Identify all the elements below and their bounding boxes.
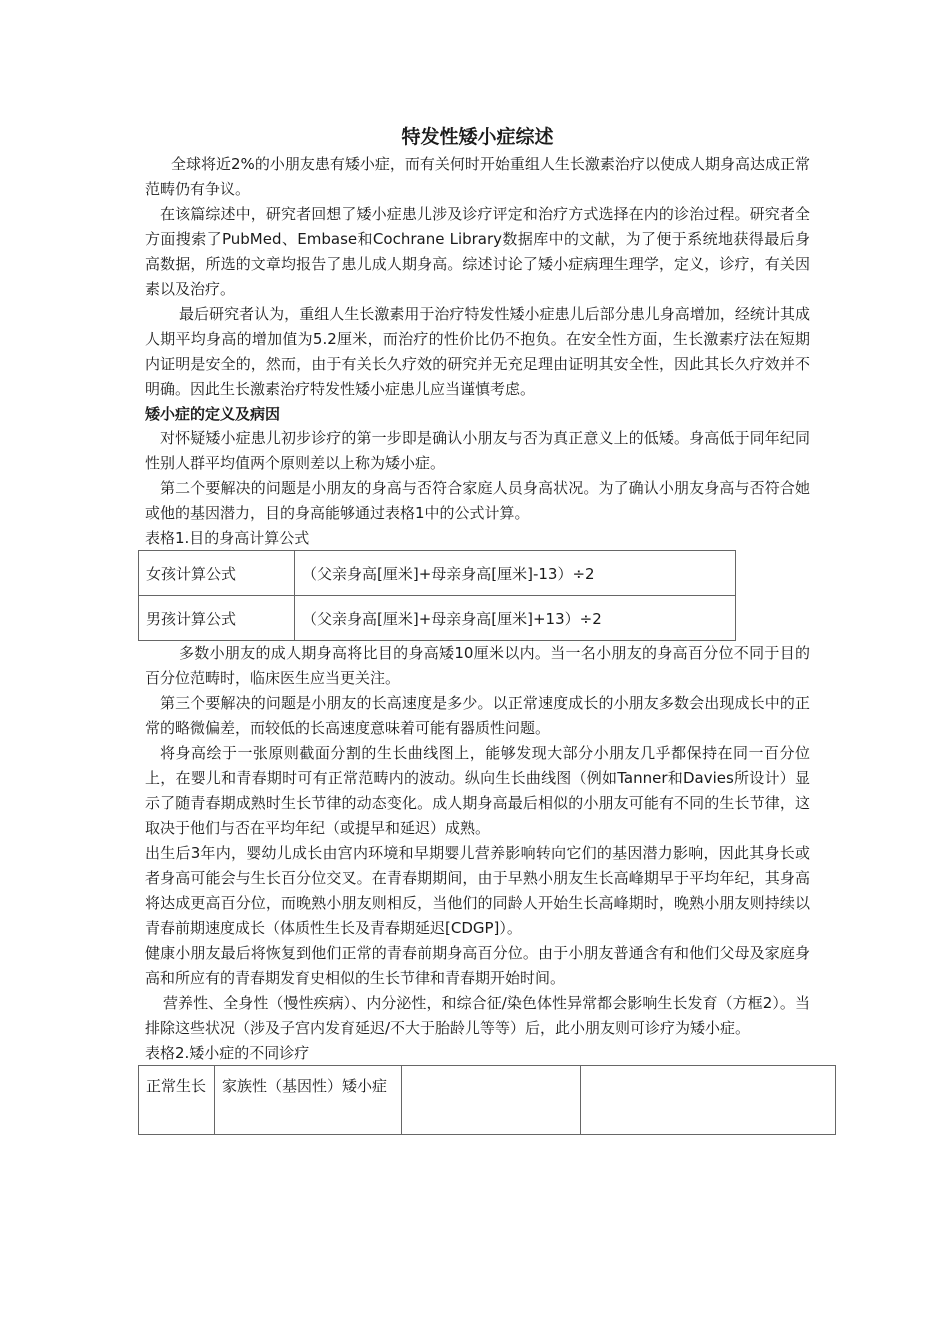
table2-caption: 表格2.矮小症的不同诊疗 xyxy=(145,1044,310,1062)
table-cell: 家族性（基因性）矮小症 xyxy=(215,1066,402,1135)
table-cell-formula: （父亲身高[厘米]+母亲身高[厘米]+13）÷2 xyxy=(295,596,736,641)
table-row xyxy=(139,1066,836,1135)
table-cell xyxy=(581,1066,836,1135)
intro-paragraph-1: 全球将近2%的小朋友患有矮小症，而有关何时开始重组人生长激素治疗以使成人期身高达成正常范畴仍有争议。 xyxy=(145,155,810,198)
table-row xyxy=(139,596,736,641)
definition-paragraph-1: 对怀疑矮小症患儿初步诊疗的第一步即是确认小朋友与否为真正意义上的低矮。身高低于同年纪同性别人群平均值两个原则差以上称为矮小症。 xyxy=(145,429,810,472)
body-paragraph-3: 将身高绘于一张原则截面分割的生长曲线图上，能够发现大部分小朋友几乎都保持在同一百分位上，在婴儿和青春期时可有正常范畴内的波动。纵向生长曲线图（例如Tanner和Davies所设计）显示了随青春期成熟时生长节律的动态变化。成人期身高最后相似的小朋友可能有不同的生长节律，这取决于他们与否在平均年纪（或提早和延迟）成熟。 xyxy=(145,744,810,837)
table-cell-formula: （父亲身高[厘米]+母亲身高[厘米]-13）÷2 xyxy=(295,551,736,596)
table-row xyxy=(139,551,736,596)
document-page xyxy=(145,124,810,1135)
body-paragraph-4: 出生后3年内，婴幼儿成长由宫内环境和早期婴儿营养影响转向它们的基因潜力影响，因此其身长或者身高可能会与生长百分位交叉。在青春期期间，由于早熟小朋友生长高峰期早于平均年纪，其身高将达成更高百分位，而晚熟小朋友则相反，当他们的同龄人开始生长高峰期时，晚熟小朋友则持续以青春前期速度成长（体质性生长及青春期延迟[CDGP]）。 xyxy=(145,844,810,937)
intro-paragraph-3: 最后研究者认为，重组人生长激素用于治疗特发性矮小症患儿后部分患儿身高增加，经统计其成人期平均身高的增加值为5.2厘米，而治疗的性价比仍不抱负。在安全性方面，生长激素疗法在短期内证明是安全的，然而，由于有关长久疗效的研究并无充足理由证明其安全性，因此其长久疗效并不明确。因此生长激素治疗特发性矮小症患儿应当谨慎考虑。 xyxy=(145,305,810,398)
target-height-table xyxy=(138,550,736,641)
section-heading: 矮小症的定义及病因 xyxy=(145,405,281,423)
differential-diagnosis-table xyxy=(138,1065,836,1135)
definition-paragraph-2: 第二个要解决的问题是小朋友的身高与否符合家庭人员身高状况。为了确认小朋友身高与否符合她或他的基因潜力，目的身高能够通过表格1中的公式计算。 xyxy=(145,479,810,522)
body-paragraph-1: 多数小朋友的成人期身高将比目的身高矮10厘米以内。当一名小朋友的身高百分位不同于目的百分位范畴时，临床医生应当更关注。 xyxy=(145,644,810,687)
body-paragraph-6: 营养性、全身性（慢性疾病）、内分泌性，和综合征/染色体性异常都会影响生长发育（方框2）。当排除这些状况（涉及子宫内发育延迟/不大于胎龄儿等等）后，此小朋友则可诊疗为矮小症。 xyxy=(145,994,810,1037)
table-cell xyxy=(402,1066,581,1135)
table1-caption: 表格1.目的身高计算公式 xyxy=(145,529,310,547)
intro-paragraph-2: 在该篇综述中，研究者回想了矮小症患儿涉及诊疗评定和治疗方式选择在内的诊治过程。研究者全方面搜索了PubMed、Embase和Cochrane Library数据库中的文献，为了便于系统地获得最后身高数据，所选的文章均报告了患儿成人期身高。综述讨论了矮小症病理生理学，定义，诊疗，有关因素以及治疗。 xyxy=(145,205,810,298)
body-paragraph-2: 第三个要解决的问题是小朋友的长高速度是多少。以正常速度成长的小朋友多数会出现成长中的正常的略微偏差，而较低的长高速度意味着可能有器质性问题。 xyxy=(145,694,810,737)
table-cell-label: 女孩计算公式 xyxy=(139,551,295,596)
table-cell-label: 男孩计算公式 xyxy=(139,596,295,641)
body-paragraph-5: 健康小朋友最后将恢复到他们正常的青春前期身高百分位。由于小朋友普通含有和他们父母及家庭身高和所应有的青春期发育史相似的生长节律和青春期开始时间。 xyxy=(145,944,810,987)
document-title: 特发性矮小症综述 xyxy=(401,126,554,148)
table-cell: 正常生长 xyxy=(139,1066,215,1135)
